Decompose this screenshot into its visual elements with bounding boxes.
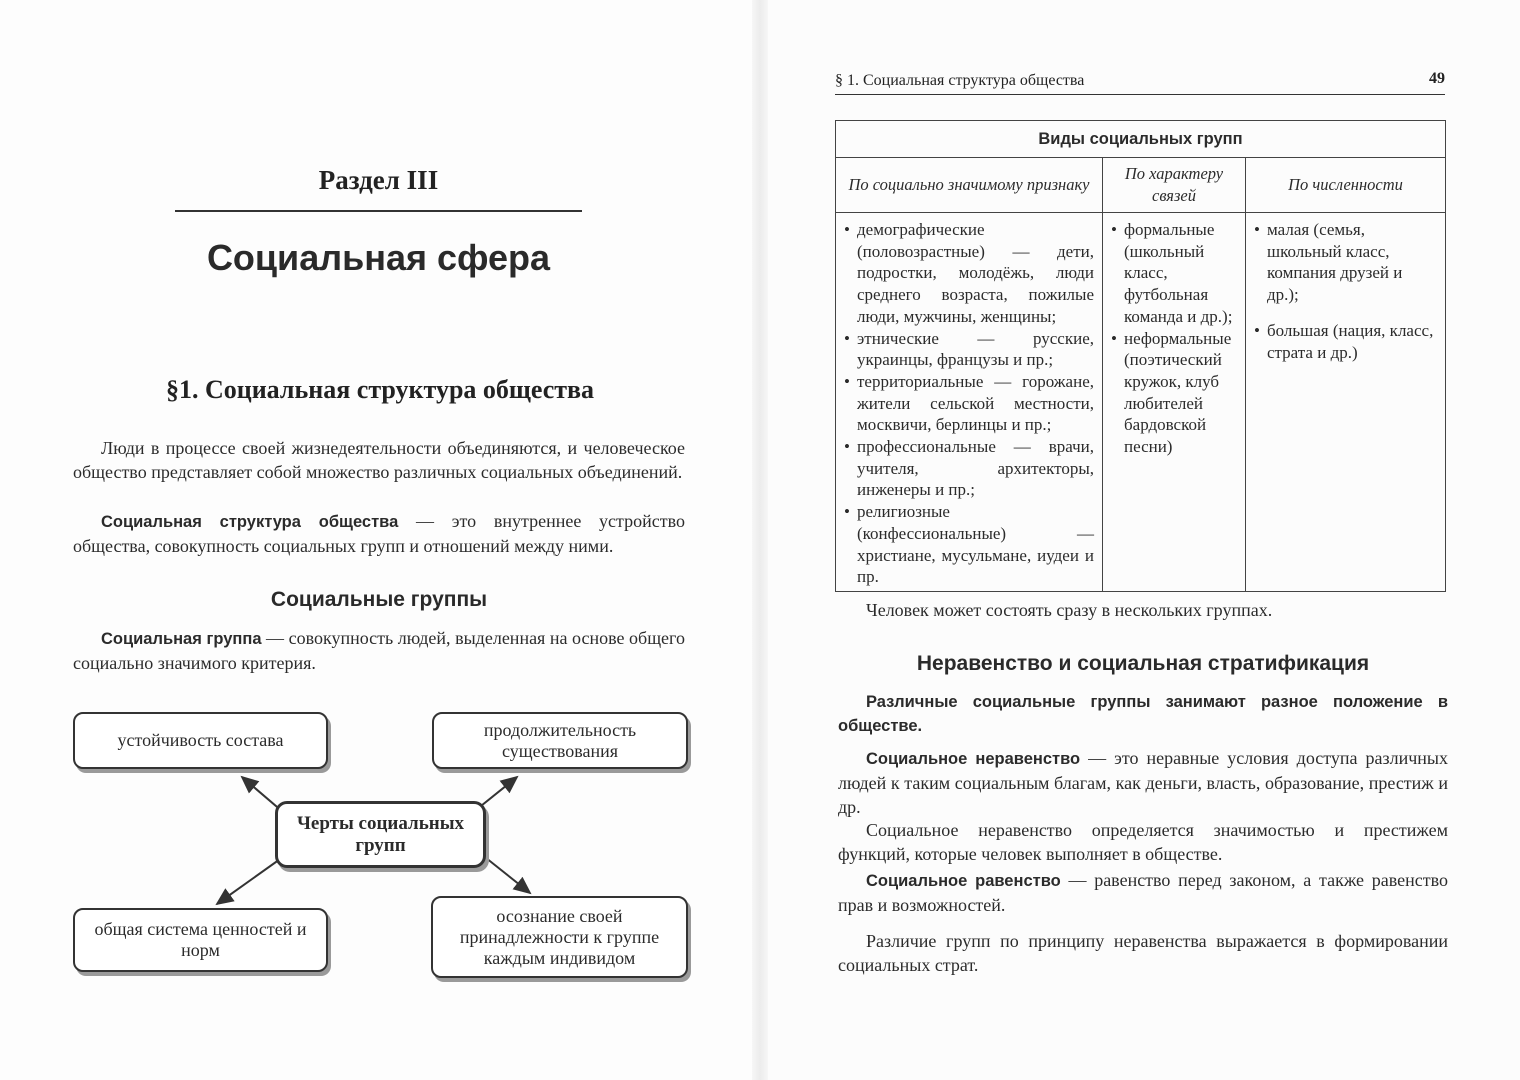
list-item: • религиозные (конфессиональные) — христиане, мусульмане, иудеи и пр.: [844, 501, 1094, 588]
definition-text: — совокупность людей, выделенная на основе общего социально значимого критерия.: [73, 628, 685, 673]
definition-term: Социальная группа: [101, 630, 262, 648]
diagram-center-box: [275, 801, 486, 868]
definition-term: Социальная структура общества: [101, 513, 399, 531]
note-text: Человек может состоять сразу в нескольких группах.: [866, 600, 1273, 620]
running-head-title: § 1. Социальная структура общества: [835, 72, 1085, 89]
definition-text: — равенство перед законом, а также равенство прав и возможностей.: [838, 870, 1448, 915]
definition-term: Социальное неравенство: [866, 750, 1081, 768]
diagram-box-values: [73, 908, 328, 972]
section-title: Социальная сфера: [206, 237, 551, 278]
diagram-box-label: продолжительность существования: [483, 719, 637, 761]
list-item: • профессиональные — врачи, учителя, архитекторы, инженеры и пр.;: [844, 436, 1094, 501]
subhead-social-groups: Социальные группы: [270, 588, 488, 611]
diagram-box-belonging: [431, 896, 688, 978]
subhead-inequality: Неравенство и социальная стратификация: [916, 652, 1370, 675]
social-groups-table: [835, 120, 1446, 592]
section-label: Раздел III: [318, 165, 439, 195]
running-head: [835, 70, 1445, 95]
paragraph-title: §1. Социальная структура общества: [165, 375, 595, 404]
definition-equality: [838, 868, 1448, 917]
column-header: По социально значимому признаку: [836, 158, 1103, 213]
stratification-paragraph: Различие групп по принципу неравенства выражается в формировании социальных страт.: [838, 931, 1448, 975]
table-cell-connections: [1103, 213, 1246, 592]
inequality-paragraph: Социальное неравенство определяется значимостью и престижем функций, которые человек выполняет в обществе.: [838, 820, 1448, 864]
book-gutter: [752, 0, 768, 1080]
definition-text: — это внутреннее устройство общества, совокупность социальных групп и отношений между ними.: [73, 511, 685, 556]
column-header: По характеру связей: [1103, 158, 1246, 213]
column-header: По численности: [1246, 158, 1446, 213]
diagram-box-stability: [73, 712, 328, 769]
page-number: 49: [1429, 70, 1445, 87]
table-cell-size: [1246, 213, 1446, 592]
table-title: Виды социальных групп: [836, 121, 1446, 158]
list-item: • территориальные — горожане, жители сельской местности, москвичи, берлинцы и пр.;: [844, 371, 1094, 436]
diagram-box-duration: [432, 712, 688, 769]
intro-paragraph: Люди в процессе своей жизнедеятельности объединяются, и человеческое общество представляет собой множество различных социальных объединений.: [73, 438, 685, 482]
list-item: • этнические — русские, украинцы, французы и пр.;: [844, 328, 1094, 371]
lead-paragraph: Различные социальные группы занимают разное положение в обществе.: [838, 693, 1448, 735]
diagram-box-label: устойчивость состава: [117, 730, 284, 750]
list-item: • большая (нация, класс, страта и др.): [1254, 320, 1437, 363]
definition-inequality: [838, 746, 1448, 819]
diagram-box-label: осознание своей принадлежности к группе каждым индивидом: [459, 905, 660, 968]
diagram-box-label: общая система ценностей и норм: [94, 919, 307, 960]
list-item: • формальные (школьный класс, футбольная команда и др.);: [1111, 219, 1237, 328]
list-item: • демографические (половозрастные) — дети, подростки, молодёжь, люди среднего возраста, пожилые люди, мужчины, женщины;: [844, 219, 1094, 328]
list-item: • неформальные (поэтический кружок, клуб любителей бардовской песни): [1111, 328, 1237, 458]
diagram-center-label: Черты социальных групп: [296, 812, 465, 856]
definition-text: — это неравные условия доступа различных людей к таким социальным благам, как деньги, власть, образование, престиж и др.: [838, 748, 1449, 817]
table-cell-significant-feature: [836, 213, 1103, 592]
definition-term: Социальное равенство: [866, 872, 1061, 890]
list-item: • малая (семья, школьный класс, компания друзей и др.);: [1254, 219, 1437, 306]
